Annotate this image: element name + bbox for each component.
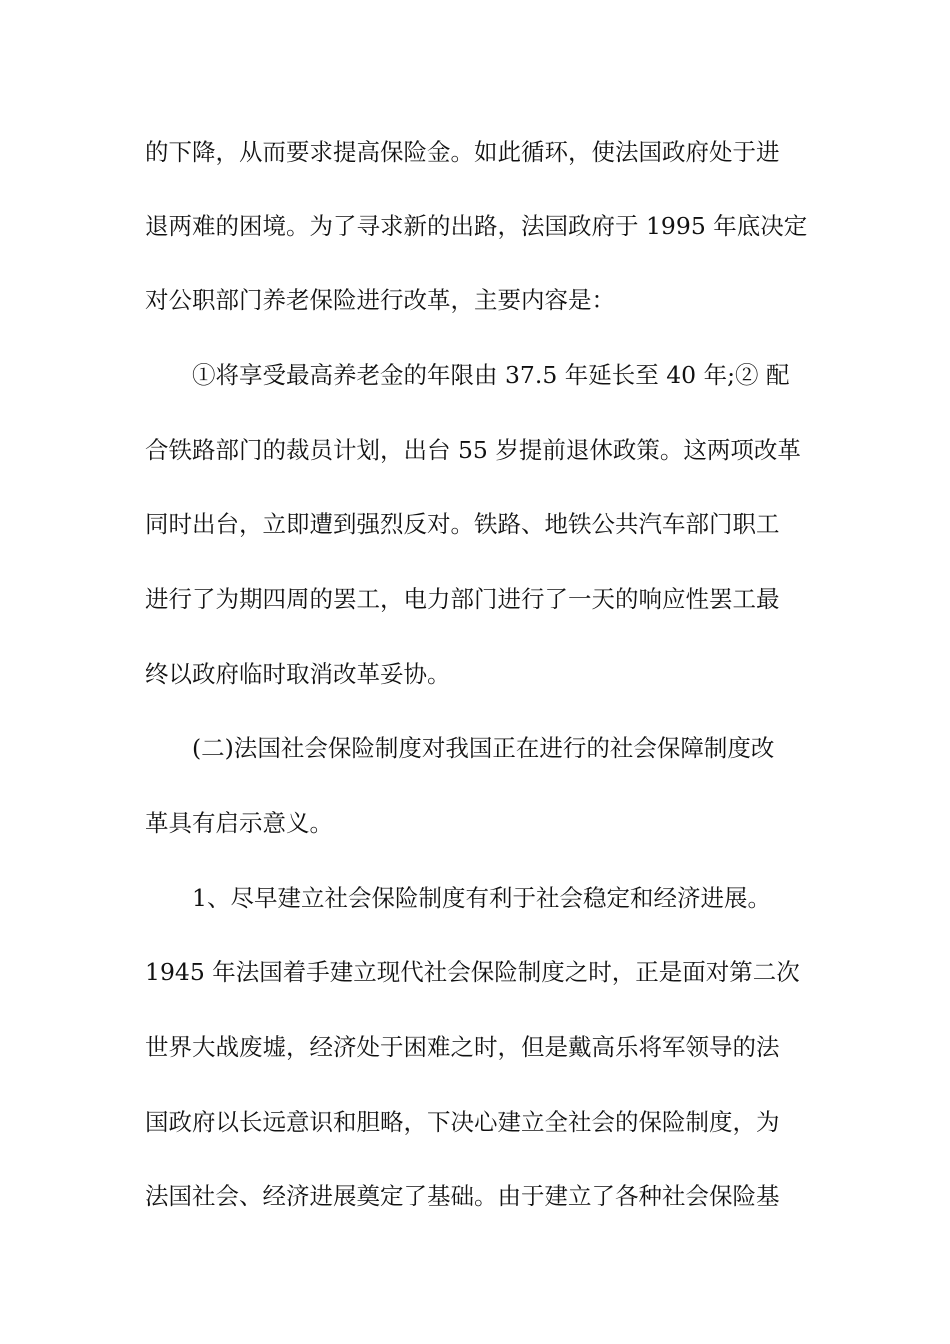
text-line: 合铁路部门的裁员计划，出台 55 岁提前退休政策。这两项改革 bbox=[145, 436, 801, 464]
subsection-heading: 1、尽早建立社会保险制度有利于社会稳定和经济进展。 bbox=[192, 884, 771, 912]
text-line: 退两难的困境。为了寻求新的出路，法国政府于 1995 年底决定 bbox=[145, 212, 808, 240]
section-heading: (二)法国社会保险制度对我国正在进行的社会保障制度改 bbox=[192, 734, 775, 762]
text-line: 同时出台，立即遭到强烈反对。铁路、地铁公共汽车部门职工 bbox=[145, 510, 780, 538]
text-line: 的下降，从而要求提高保险金。如此循环，使法国政府处于进 bbox=[145, 138, 780, 166]
text-line: 革具有启示意义。 bbox=[145, 809, 333, 837]
text-line: 法国社会、经济进展奠定了基础。由于建立了各种社会保险基 bbox=[145, 1182, 780, 1210]
text-line: 世界大战废墟，经济处于困难之时，但是戴高乐将军领导的法 bbox=[145, 1033, 780, 1061]
text-line: 进行了为期四周的罢工，电力部门进行了一天的响应性罢工最 bbox=[145, 585, 780, 613]
text-line: 国政府以长远意识和胆略，下决心建立全社会的保险制度，为 bbox=[145, 1108, 780, 1136]
text-line: ①将享受最高养老金的年限由 37.5 年延长至 40 年;② 配 bbox=[192, 361, 790, 389]
text-line: 对公职部门养老保险进行改革，主要内容是： bbox=[145, 286, 615, 314]
text-line: 终以政府临时取消改革妥协。 bbox=[145, 660, 451, 688]
text-line: 1945 年法国着手建立现代社会保险制度之时，正是面对第二次 bbox=[145, 958, 800, 986]
